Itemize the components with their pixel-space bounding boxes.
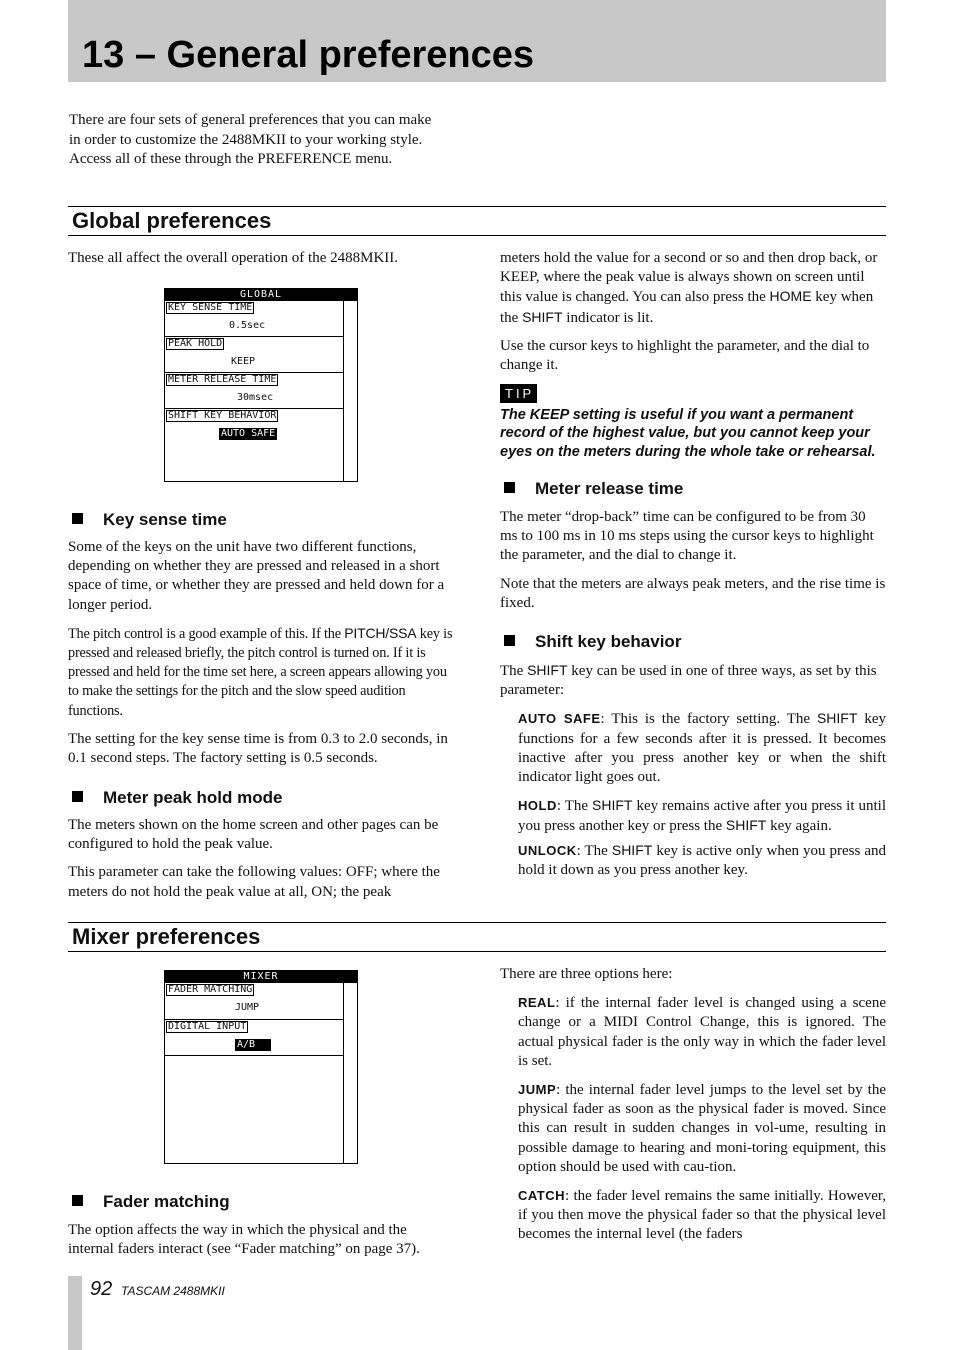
mixer-option-real: REAL: if the internal fader level is changed using a scene change or a MIDI Control Change, this is ignored. The actual physical fader is the only way in which the fader level is set. (518, 995, 886, 1069)
lcd-param-value-selected: AUTO SAFE (221, 428, 276, 439)
key-label-pitch-ssa: PITCH/SSA (344, 624, 417, 641)
meter-release-time-body (500, 508, 886, 613)
shift-key-behavior-heading (500, 632, 681, 652)
lcd-param-label: METER RELEASE TIME (168, 374, 277, 385)
lcd-param-key-sense-time (165, 301, 343, 337)
bullet-square-icon (504, 482, 515, 493)
bullet-square-icon (504, 635, 515, 646)
key-label-shift: SHIFT (527, 662, 568, 678)
tip-badge: TIP (500, 384, 537, 403)
key-sense-time-title: Key sense time (103, 510, 227, 529)
key-sense-time-body (68, 538, 454, 768)
fader-matching-title: Fader matching (103, 1192, 230, 1211)
key-label-shift: SHIFT (816, 710, 858, 727)
lcd-param-peak-hold (165, 337, 343, 373)
bullet-square-icon (72, 513, 83, 524)
shift-option-unlock: UNLOCK: The SHIFT key is active only when you press and hold it down as you press another key. (518, 841, 887, 878)
shift-key-p1: The SHIFT key can be used in one of three ways, as set by this parameter: (500, 662, 877, 699)
mixer-right-lead: There are three options here: (500, 966, 673, 982)
key-sense-time-heading (68, 510, 227, 530)
fader-matching-p1: The option affects the way in which the physical and the internal faders interact (see “Fader matching” on page 37). (68, 1222, 420, 1258)
lcd-param-label: KEY SENSE TIME (168, 302, 253, 313)
page-number: 92 (90, 1278, 113, 1300)
peak-hold-p2: This parameter can take the following values: OFF; where the meters do not hold the peak value at all, ON; the peak (68, 864, 440, 900)
peak-hold-p4: Use the cursor keys to highlight the parameter, and the dial to change it. (500, 337, 870, 374)
tip-text: The KEEP setting is useful if you want a permanent record of the highest value, but you cannot keep your eyes on the meters during the whole take or rehearsal. (500, 407, 876, 460)
lcd-param-digital-input (165, 1020, 343, 1056)
mixer-lcd-screen (164, 970, 358, 1164)
shift-key-behavior-title: Shift key behavior (535, 632, 682, 651)
meter-release-time-title: Meter release time (535, 479, 684, 498)
global-lcd-scrollbar (343, 301, 344, 481)
lcd-param-label: FADER MATCHING (168, 984, 253, 995)
lcd-param-value: 0.5sec (229, 320, 266, 331)
key-label-shift: SHIFT (522, 308, 563, 325)
mixer-lcd-scrollbar (343, 983, 344, 1163)
global-preferences-header (68, 206, 886, 236)
meter-release-p2: Note that the meters are always peak meters, and the rise time is fixed. (500, 575, 886, 611)
lcd-param-value: JUMP (235, 1002, 260, 1013)
option-name: CATCH (518, 1188, 566, 1204)
meter-release-p1: The meter “drop-back” time can be configured to be from 30 ms to 100 ms in 10 ms steps using the cursor keys to highlight the parameter, and the dial to change it. (500, 509, 874, 564)
shift-key-behavior-body (500, 661, 886, 880)
lcd-param-fader-matching (165, 983, 343, 1020)
option-name: UNLOCK (518, 842, 577, 858)
shift-option-auto-safe: AUTO SAFE: This is the factory setting. The SHIFT key functions for a few seconds after it is pressed. It becomes inactive after you press another key or when the shift indicator light goes out. (518, 710, 886, 786)
peak-hold-p1: The meters shown on the home screen and other pages can be configured to hold the peak value. (68, 817, 439, 853)
global-preferences-title: Global preferences (72, 208, 272, 233)
lcd-param-shift-key-behavior (165, 409, 343, 444)
lcd-param-label: DIGITAL INPUT (168, 1021, 247, 1032)
mixer-option-jump: JUMP: the internal fader level jumps to the level set by the physical fader as soon as the physical fader is moved. Since this can result in sudden changes in vol-ume, resulting in possible damage to hearing and moni-toring equipment, this option should be used with cau-tion. (518, 1082, 886, 1175)
key-sense-p1: Some of the keys on the unit have two different functions, depending on whether they are pressed and released in a short space of time, or whether they are pressed and held down for a longer period. (68, 539, 445, 613)
key-sense-p2: The pitch control is a good example of this. If the PITCH/SSA key is pressed and released briefly, the pitch control is turned on. If it is pressed and held for the time set here, a screen appears allowing you to make the settings for the pitch and the slow speed audition functions. (68, 624, 453, 719)
global-lcd-header: GLOBAL (165, 289, 357, 301)
chapter-title: 13 – General preferences (82, 34, 535, 76)
tip-box (500, 384, 537, 403)
bullet-square-icon (72, 791, 83, 802)
key-sense-p3: The setting for the key sense time is from 0.3 to 2.0 seconds, in 0.1 second steps. The factory setting is 0.5 seconds. (68, 730, 448, 767)
option-name: HOLD (518, 798, 557, 814)
global-lead: These all affect the overall operation of the 2488MKII. (68, 250, 399, 266)
lcd-param-meter-release-time (165, 373, 343, 409)
meter-release-time-heading (500, 479, 683, 499)
mixer-preferences-header (68, 922, 886, 952)
bullet-square-icon (72, 1195, 83, 1206)
key-label-shift: SHIFT (592, 797, 633, 814)
fader-matching-body (68, 1221, 454, 1259)
global-lcd-screen (164, 288, 358, 482)
fader-matching-heading (68, 1192, 230, 1212)
intro-paragraph: There are four sets of general preferences that you can make in order to customize the 2488MKII to your working style. Access all of these through the PREFERENCE menu. (69, 112, 432, 167)
footer-brand: TASCAM 2488MKII (121, 1284, 225, 1298)
peak-hold-p3: meters hold the value for a second or so and then drop back, or KEEP, where the peak value is always shown on screen until this value is changed. You can also press the HOME key when the SHIFT indicator is lit. (500, 250, 878, 326)
option-name: JUMP (518, 1082, 557, 1098)
footer-bar (68, 1276, 82, 1350)
shift-option-hold: HOLD: The SHIFT key remains active after you press it until you press another key or press the SHIFT key again. (518, 797, 886, 835)
mixer-option-catch: CATCH: the fader level remains the same initially. However, if you then move the physical fader so that the physical level becomes the internal level (the faders (518, 1188, 886, 1243)
key-label-shift: SHIFT (725, 817, 767, 834)
lcd-param-label: SHIFT KEY BEHAVIOR (168, 410, 277, 421)
lcd-param-label: PEAK HOLD (168, 338, 223, 349)
meter-peak-hold-body (68, 816, 454, 902)
mixer-lcd-header: MIXER (165, 971, 357, 983)
key-label-home: HOME (769, 288, 812, 305)
global-right-column (500, 249, 886, 375)
lcd-param-value: KEEP (231, 356, 256, 367)
key-label-shift: SHIFT (611, 841, 653, 858)
meter-peak-hold-title: Meter peak hold mode (103, 788, 283, 807)
lcd-param-value-selected: A/B (235, 1039, 271, 1051)
meter-peak-hold-heading (68, 788, 282, 808)
lcd-param-value: 30msec (237, 392, 274, 403)
mixer-right-column (500, 965, 886, 1245)
option-name: REAL (518, 995, 556, 1011)
global-left-column (68, 249, 454, 268)
option-name: AUTO SAFE (518, 711, 601, 727)
mixer-preferences-title: Mixer preferences (72, 924, 261, 949)
